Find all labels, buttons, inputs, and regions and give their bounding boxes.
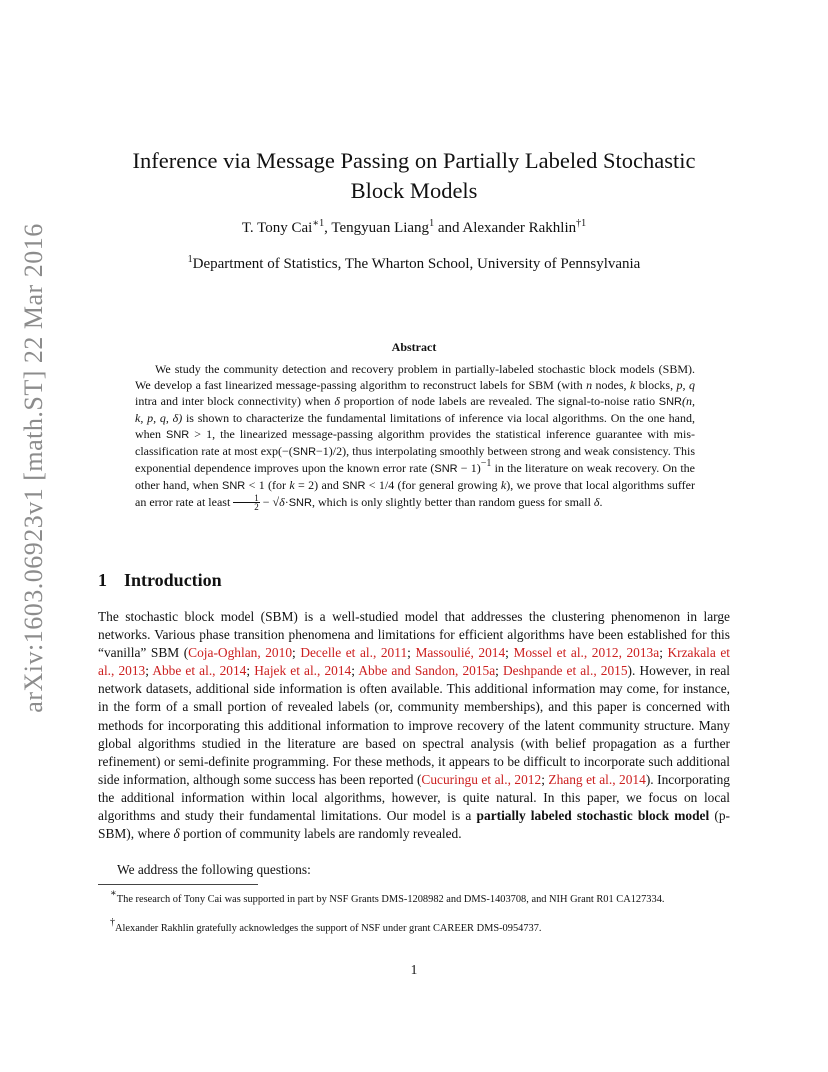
section-number: 1 <box>98 570 107 590</box>
author-1-marks: ∗1 <box>312 218 325 229</box>
citation-link[interactable]: Mossel et al., 2012, 2013a <box>513 645 660 661</box>
author-1: T. Tony Cai <box>241 220 313 236</box>
citation-link[interactable]: Abbe and Sandon, 2015a <box>358 663 496 679</box>
one-half-fraction: $\frac{1}{2}$ <box>233 494 260 511</box>
citation-link[interactable]: Decelle et al., 2011 <box>300 645 408 661</box>
author-3: and Alexander Rakhlin <box>434 220 577 236</box>
affiliation-text: Department of Statistics, The Wharton School, University of Pennsylvania <box>192 256 641 272</box>
affiliation <box>98 256 730 273</box>
abstract-heading: Abstract <box>391 340 437 354</box>
questions-lead-in: We address the following questions: <box>117 862 311 877</box>
paper-title <box>98 146 730 206</box>
footnote-divider <box>98 884 258 885</box>
author-list <box>98 220 730 237</box>
p-sbm-term: partially labeled stochastic block model <box>476 808 710 824</box>
page-number: 1 <box>410 962 418 977</box>
citation-link[interactable]: Massoulié, 2014 <box>415 645 506 661</box>
author-3-marks: †1 <box>576 218 587 229</box>
title-line-2: Block Models <box>350 178 478 203</box>
section-title: Introduction <box>124 570 222 590</box>
footnote-2-text: Alexander Rakhlin gratefully acknowledges the support of NSF under grant CAREER DMS-0954737. <box>115 923 542 934</box>
footnote-1-mark: ∗ <box>110 888 117 899</box>
citation-link[interactable]: Deshpande et al., 2015 <box>502 663 628 679</box>
author-2-marks: 1 <box>429 218 435 229</box>
citation-link[interactable]: Abbe et al., 2014 <box>152 663 247 679</box>
affiliation-mark: 1 <box>187 254 193 265</box>
arxiv-stamp-text: arXiv:1603.06923v1 [math.ST] 22 Mar 2016 <box>19 223 48 713</box>
arxiv-stamp <box>12 223 56 713</box>
abstract-body: We study the community detection and recovery problem in partially-labeled stochastic block models (SBM). We develop a fast linearized message-passing algorithm to reconstruct labels for SBM (with n nodes, k blocks, p, q intra and inter block connectivity) when δ proportion of node labels are revealed. The signal-to-noise ratio SNR(n, k, p, q, δ) is shown to characterize the fundamental limitations of inference via local algorithms. On the one hand, when SNR > 1, the linearized message-passing algorithm provides the statistical inference guarantee with mis-classification rate at most exp(−(SNR−1)/2), thus interpolating smoothly between strong and weak consistency. This exponential dependence improves upon the known error rate (SNR − 1)$^{-1}$ in the literature on weak recovery. On the other hand, when SNR < 1 (for k = 2) and SNR < 1/4 (for general growing k), we prove that local algorithms suffer an error rate at least $\frac{1}{2}$ − √δ·SNR, which is only slightly better than random guess for small δ. <box>135 362 696 512</box>
citation-link[interactable]: Krzakala et al., 2013 <box>98 645 731 679</box>
citation-link[interactable]: Zhang et al., 2014 <box>548 771 646 787</box>
intro-paragraph: The stochastic block model (SBM) is a well-studied model that addresses the clustering phenomenon in large networks. Various phase transition phenomena and limitations for efficient algorithms have been established for this “vanilla” SBM (Coja-Oghlan, 2010; Decelle et al., 2011; Massoulié, 2014; Mossel et al., 2012, 2013a; Krzakala et al., 2013; Abbe et al., 2014; Hajek et al., 2014; Abbe and Sandon, 2015a; Deshpande et al., 2015). However, in real network datasets, additional side information is often available. This additional information may come, for instance, in the form of a small portion of revealed labels (or, community memberships), and this paper is concerned with methods for incorporating this additional information to improve recovery of the latent community structure. Many global algorithms studied in the literature are based on spectral analysis (with belief propagation as a further refinement) or semi-definite programming. For these methods, it appears to be difficult to incorporate such additional side information, although some success has been reported (Cucuringu et al., 2012; Zhang et al., 2014). Incorporating the additional information within local algorithms, however, is quite natural. In this paper, we focus on local algorithms and study their fundamental limitations. Our model is a partially labeled stochastic block model (p-SBM), where δ portion of community labels are randomly revealed. <box>98 609 731 842</box>
title-line-1: Inference via Message Passing on Partially Labeled Stochastic <box>132 148 696 173</box>
citation-link[interactable]: Cucuringu et al., 2012 <box>421 771 542 787</box>
author-2: , Tengyuan Liang <box>324 220 430 236</box>
footnote-1-text: The research of Tony Cai was supported in part by NSF Grants DMS-1208982 and DMS-1403708, and NIH Grant R01 CA127334. <box>116 894 665 905</box>
footnote-1 <box>98 888 730 907</box>
section-heading <box>98 570 222 591</box>
footnote-2-mark: † <box>110 917 115 928</box>
footnote-2 <box>98 917 730 936</box>
citation-link[interactable]: Coja-Oghlan, 2010 <box>188 645 293 661</box>
citation-link[interactable]: Hajek et al., 2014 <box>254 663 352 679</box>
